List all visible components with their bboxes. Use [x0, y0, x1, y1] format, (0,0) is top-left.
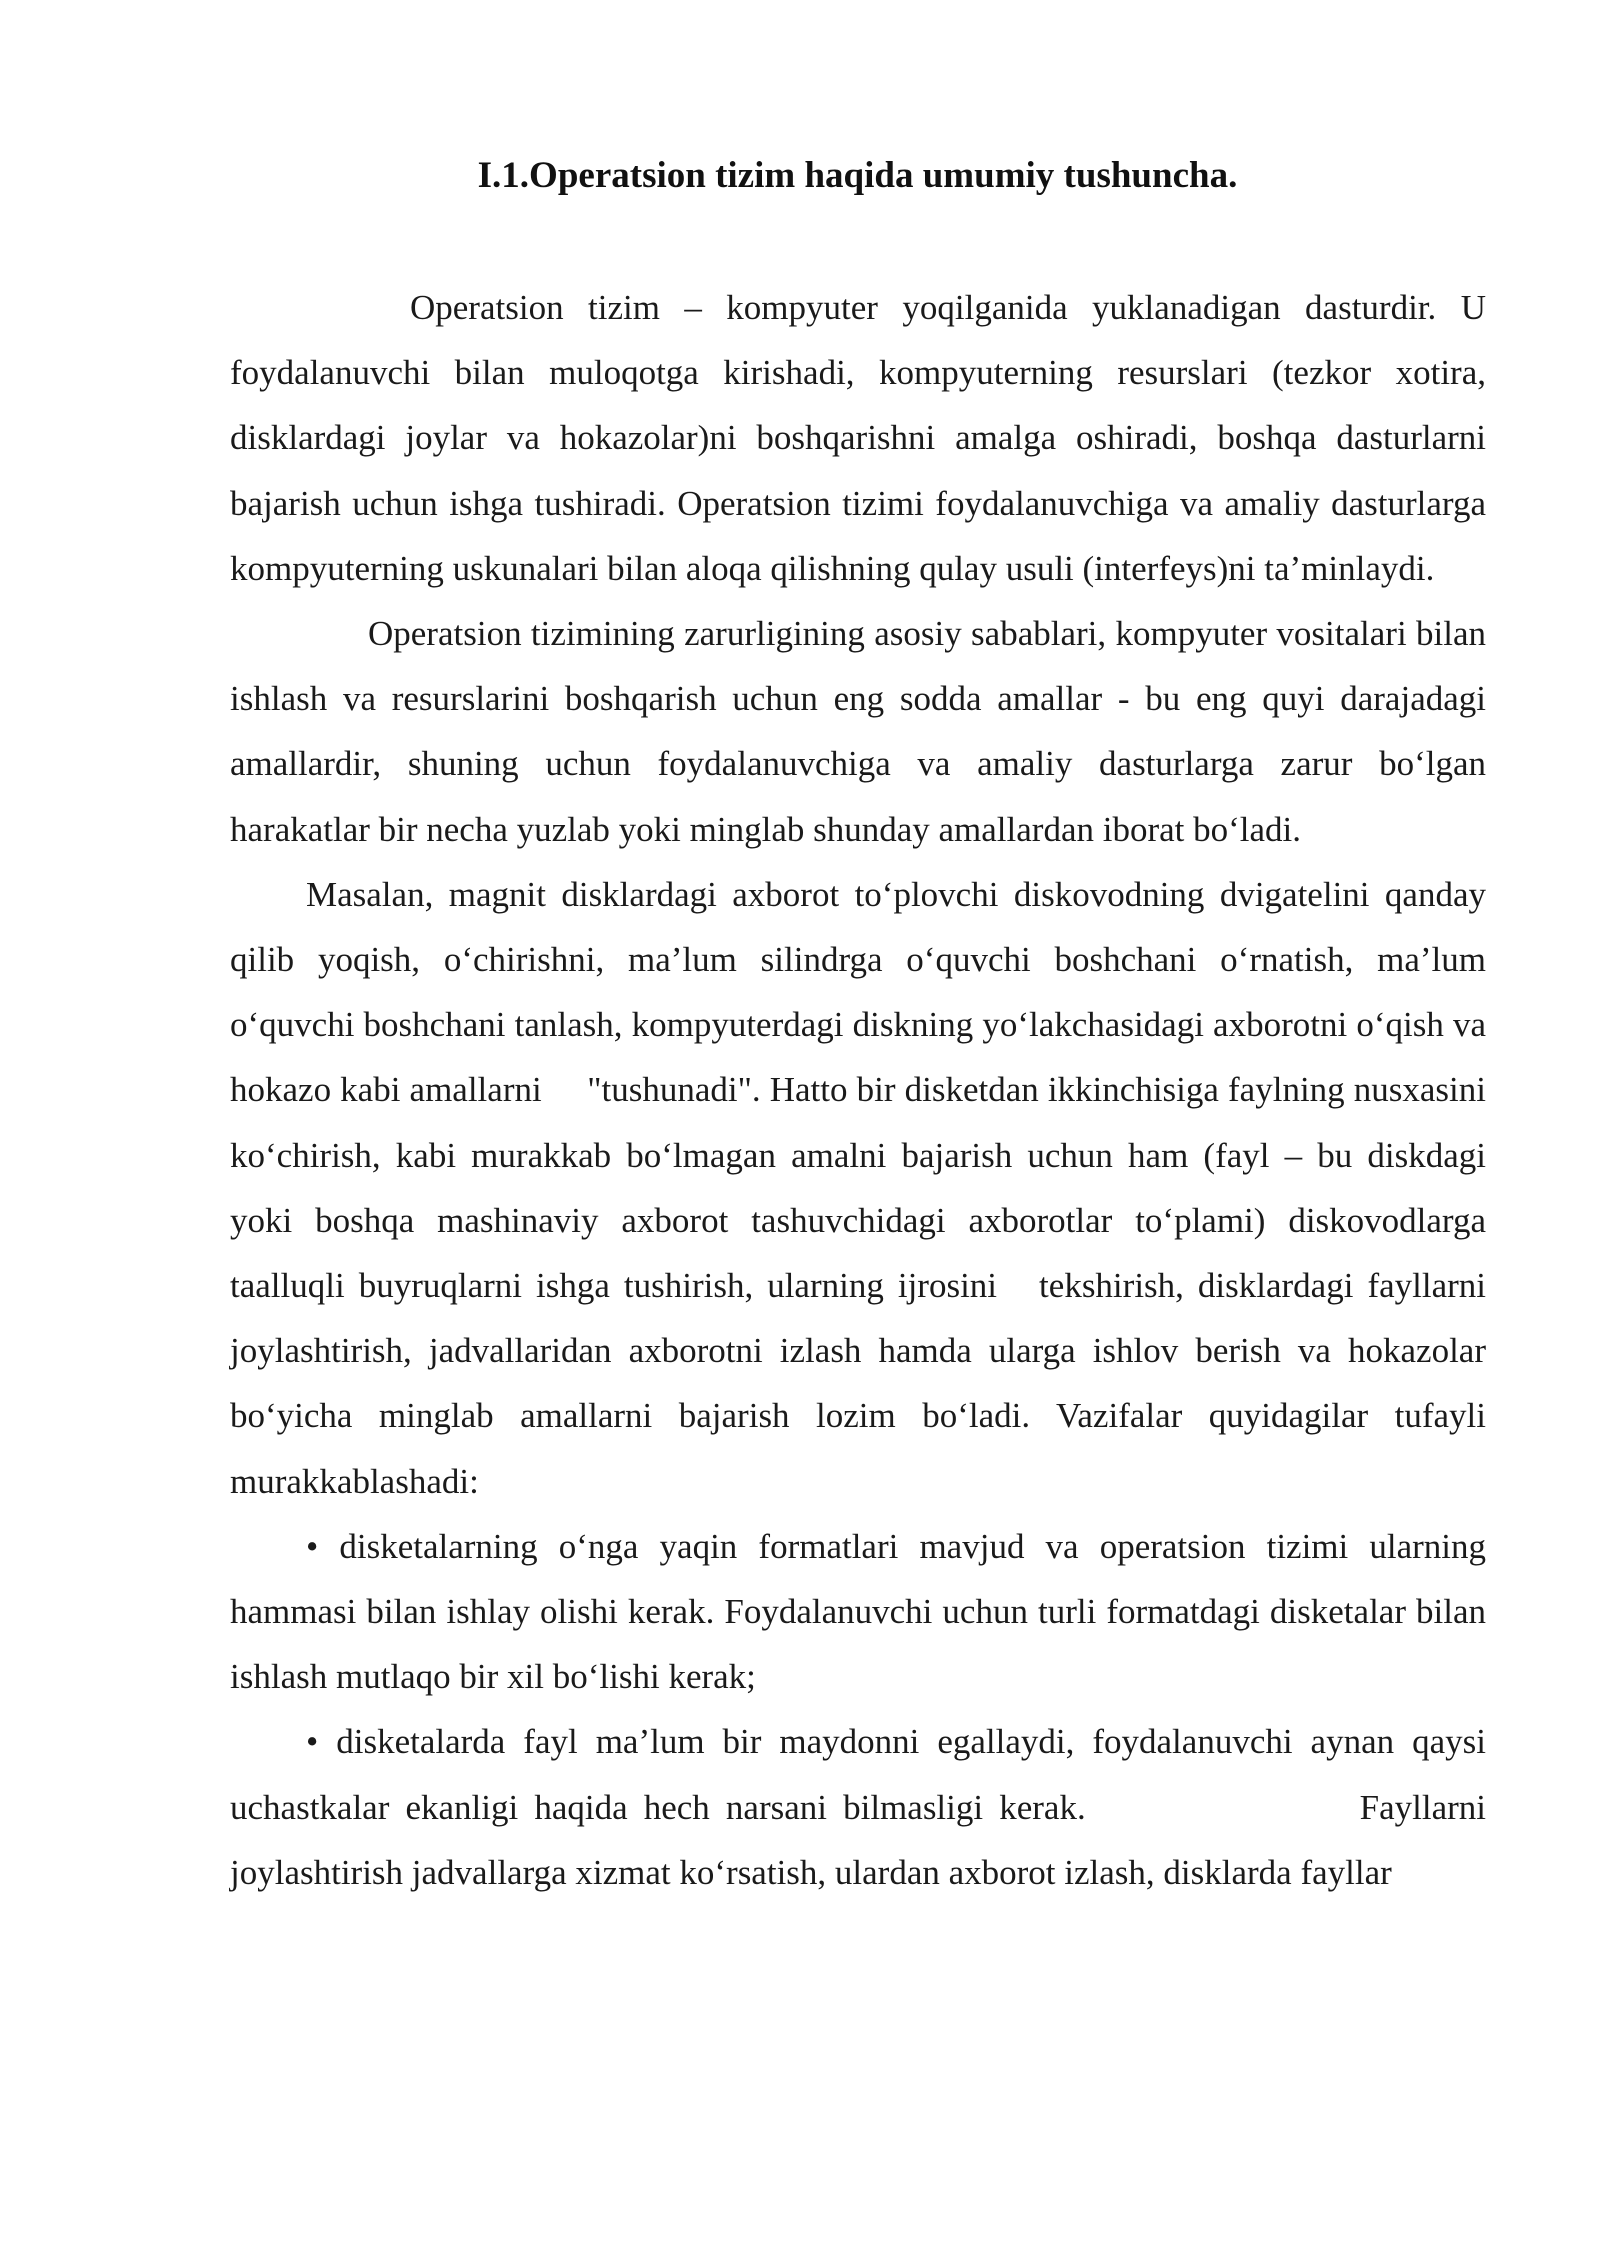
paragraph-os-necessity: Operatsion tizimining zarurligining asosiy sabablari, kompyuter vositalari bilan ishlash va resurslarini boshqarish uchun eng sodda amallar - bu eng quyi darajadagi amallardir, shuning uchun foydalanuvchiga va amaliy dasturlarga zarur bo‘lgan harakatlar bir necha yuzlab yoki minglab shunday amallardan iborat bo‘ladi. [230, 614, 1486, 849]
paragraph-os-definition: Operatsion tizim – kompyuter yoqilganida yuklanadigan dasturdir. U foydalanuvchi bilan muloqotga kirishadi, kompyuterning resurslari (tezkor xotira, disklardagi joylar va hokazolar)ni boshqarishni amalga oshiradi, boshqa dasturlarni bajarish uchun ishga tushiradi. Operatsion tizimi foydalanuvchiga va amaliy dasturlarga kompyuterning uskunalari bilan aloqa qilishning qulay usuli (interfeys)ni ta’minlaydi. [230, 288, 1486, 588]
paragraph-example: Masalan, magnit disklardagi axborot to‘plovchi diskovodning dvigatelini qanday qilib yoqish, o‘chirishni, ma’lum silindrga o‘quvchi boshchani o‘rnatish, ma’lum o‘quvchi boshchani tanlash, kompyuterdagi diskning yo‘lakchasidagi axborotni o‘qish va hokazo kabi amallarni "tushunadi". Hatto bir disketdan ikkinchisiga faylning nusxasini ko‘chirish, kabi murakkab bo‘lmagan amalni bajarish uchun ham (fayl – bu diskdagi yoki boshqa mashinaviy axborot tashuvchidagi axborotlar to‘plami) diskovodlarga taalluqli buyruqlarni ishga tushirish, ularning ijrosini tekshirish, disklardagi fayllarni joylashtirish, jadvallaridan axborotni izlash hamda ularga ishlov berish va hokazolar bo‘yicha minglab amallarni bajarish lozim bo‘ladi. Vazifalar quyidagilar tufayli murakkablashadi: [230, 874, 1486, 1501]
document-body [230, 275, 1486, 1905]
bullet-item-file-area: • disketalarda fayl ma’lum bir maydonni egallaydi, foydalanuvchi aynan qaysi uchastkalar ekanligi haqida hech narsani bilmasligi kerak. Fayllarni joylashtirish jadvallarga xizmat ko‘rsatish, ulardan axborot izlash, disklarda fayllar [230, 1722, 1486, 1892]
bullet-item-formats: • disketalarning o‘nga yaqin formatlari mavjud va operatsion tizimi ularning hammasi bilan ishlay olishi kerak. Foydalanuvchi uchun turli formatdagi disketalar bilan ishlash mutlaqo bir xil bo‘lishi kerak; [230, 1526, 1486, 1697]
section-heading: I.1.Operatsion tizim haqida umumiy tushuncha. [477, 155, 1238, 196]
